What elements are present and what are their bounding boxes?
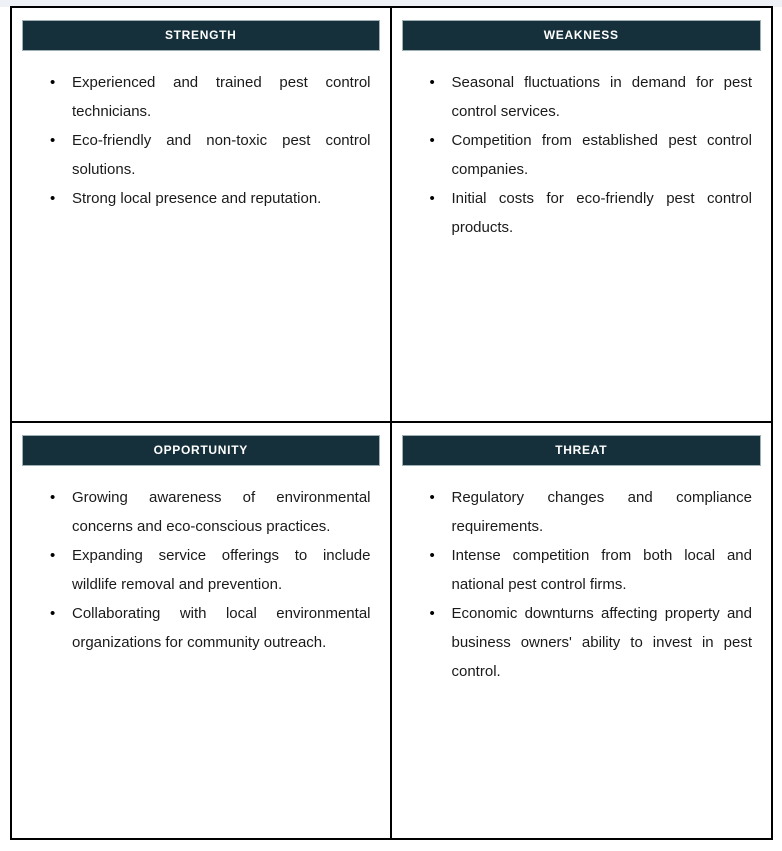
list-item-text: Initial costs for eco-friendly pest control products. [451,190,752,236]
quadrant-list-threat [402,466,762,686]
quadrant-header-threat: THREAT [402,435,762,466]
swot-matrix [10,6,773,840]
list-item-text: Seasonal fluctuations in demand for pest control services. [451,74,752,120]
list-item-text: Intense competition from both local and national pest control firms. [451,547,752,593]
list-item-text: Economic downturns affecting property and business owners' ability to invest in pest control. [451,605,752,680]
list-item-text: Competition from established pest control companies. [451,132,752,178]
quadrant-strength [12,8,392,423]
list-item-text: Strong local presence and reputation. [72,190,322,207]
quadrant-header-strength: STRENGTH [22,20,380,51]
quadrant-opportunity-inner [12,423,390,838]
quadrant-threat [392,423,772,838]
list-item-text: Eco-friendly and non-toxic pest control solutions. [72,132,371,178]
list-item-text: Experienced and trained pest control technicians. [72,74,371,120]
list-item [430,68,753,126]
list-item-text: Expanding service offerings to include wildlife removal and prevention. [72,547,371,593]
quadrant-list-weakness [402,51,762,242]
list-item [430,599,753,686]
list-item-text: Growing awareness of environmental concerns and eco-conscious practices. [72,489,371,535]
quadrant-weakness-inner [392,8,772,421]
list-item [430,483,753,541]
list-item [50,68,371,126]
quadrant-list-opportunity [22,466,380,657]
list-item [50,126,371,184]
quadrant-header-weakness: WEAKNESS [402,20,762,51]
quadrant-strength-inner [12,8,390,421]
quadrant-opportunity [12,423,392,838]
quadrant-list-strength [22,51,380,213]
quadrant-header-opportunity: OPPORTUNITY [22,435,380,466]
list-item [50,599,371,657]
list-item-text: Collaborating with local environmental organizations for community outreach. [72,605,371,651]
list-item [430,184,753,242]
quadrant-threat-inner [392,423,772,838]
quadrant-weakness [392,8,772,423]
list-item [430,126,753,184]
list-item [50,541,371,599]
list-item-text: Regulatory changes and compliance requirements. [451,489,752,535]
list-item [50,184,371,213]
list-item [430,541,753,599]
list-item [50,483,371,541]
